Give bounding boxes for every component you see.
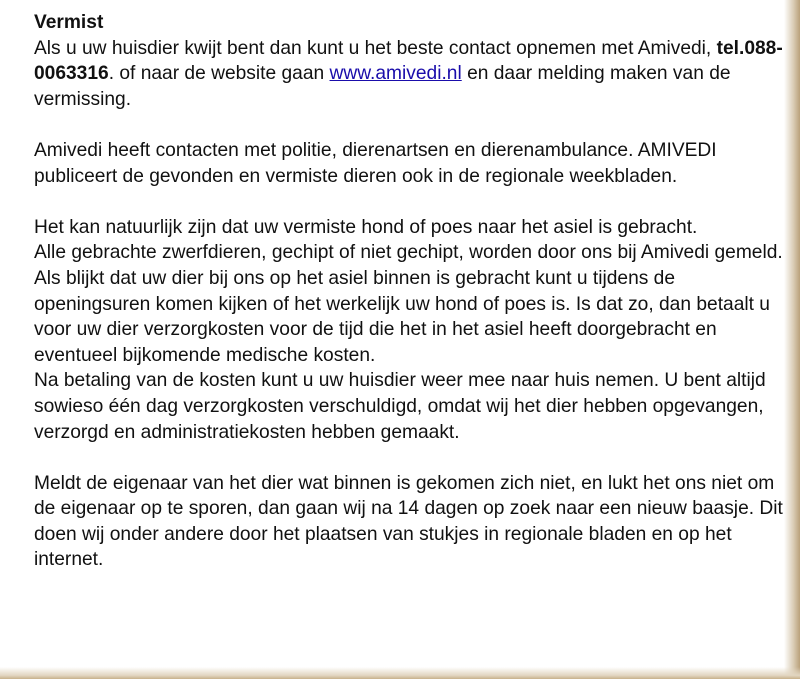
paragraph-gap [34, 189, 786, 215]
paragraph-gap [34, 112, 786, 138]
contact-text-3: en daar melding maken van de vermissing. [34, 63, 731, 110]
paragraph-shelter-1: Het kan natuurlijk zijn dat uw vermiste hond of poes naar het asiel is gebracht. [34, 216, 698, 238]
paper-edge-bottom [0, 667, 800, 679]
paragraph-shelter-2: Alle gebrachte zwerfdieren, gechipt of niet gechipt, worden door ons bij Amivedi gemeld. Als blijkt dat uw dier bij ons op het asiel binnen is gebracht kunt u tijdens de openingsuren komen kijken of het werkelijk uw hond of poes is. Is dat zo, dan betaalt u voor uw dier verzorgkosten voor de tijd die het in het asiel heeft doorgebracht en eventueel bijkomende medische kosten. [34, 242, 783, 366]
paragraph-contact [34, 36, 786, 113]
paragraph-shelter-3: Na betaling van de kosten kunt u uw huisdier weer mee naar huis nemen. U bent altijd sowieso één dag verzorgkosten verschuldigd, omdat wij het dier hebben opgevangen, verzorgd en administratiekosten hebben gemaakt. [34, 370, 766, 443]
phone-number: tel.088-0063316 [34, 37, 783, 85]
contact-text: Als u uw huisdier kwijt bent dan kunt u het beste contact opnemen met Amivedi, [34, 37, 717, 59]
paragraph-contacts: Amivedi heeft contacten met politie, dierenartsen en dierenambulance. AMIVEDI publiceert de gevonden en vermiste dieren ook in de regionale weekbladen. [34, 139, 717, 187]
website-link[interactable]: www.amivedi.nl [329, 63, 462, 85]
section-title: Vermist [34, 12, 104, 33]
contact-text-2: . of naar de website gaan [108, 63, 330, 85]
paper-edge-right [784, 0, 800, 679]
paragraph-new-owner: Meldt de eigenaar van het dier wat binnen is gekomen zich niet, en lukt het ons niet om de eigenaar op te sporen, dan gaan wij na 14 dagen op zoek naar een nieuw baasje. Dit doen wij onder andere door het plaatsen van stukjes in regionale bladen en op het internet. [34, 472, 783, 571]
document-content [34, 10, 786, 573]
paragraph-gap [34, 445, 786, 471]
